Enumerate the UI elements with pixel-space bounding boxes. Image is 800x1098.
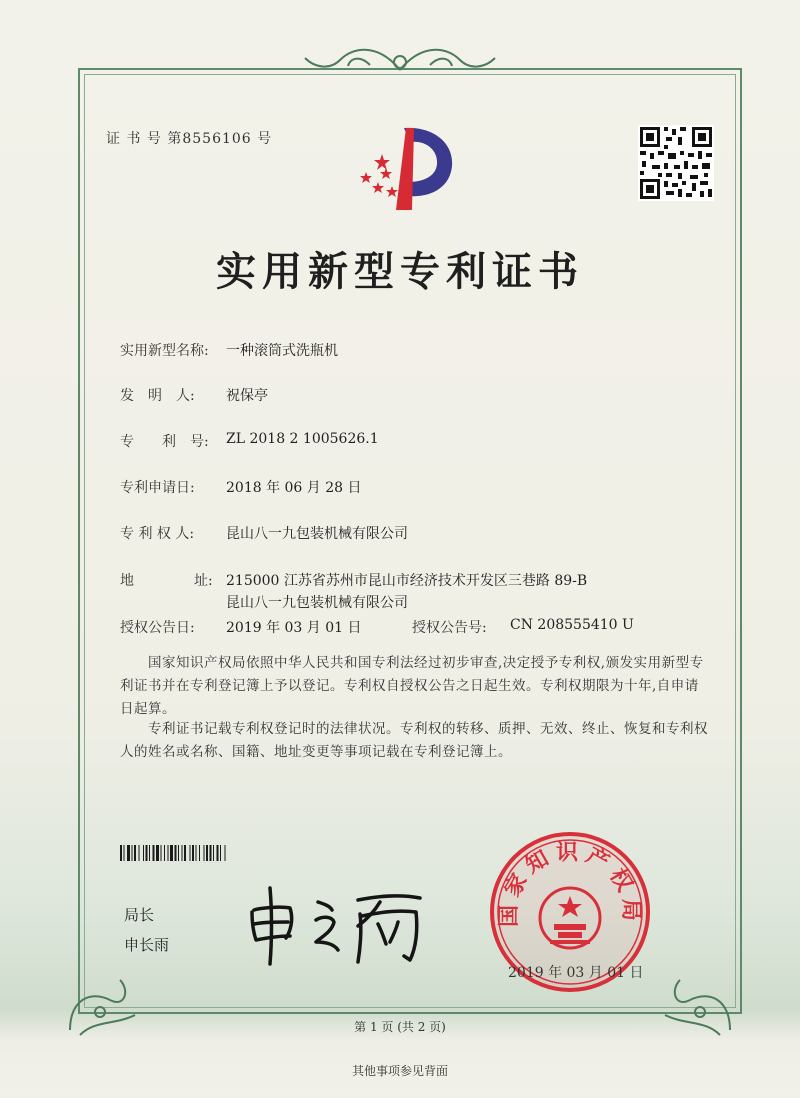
address-label-start: 地 <box>120 573 134 589</box>
name-value: 一种滚筒式洗瓶机 <box>226 343 338 359</box>
page-title: 实用新型专利证书 <box>216 249 584 295</box>
inventor-value: 祝保亭 <box>226 388 268 404</box>
footer-note: 其他事项参见背面 <box>351 1064 448 1078</box>
grant-number-value: CN 208555410 U <box>510 617 634 633</box>
address-line-1: 215000 江苏省苏州市昆山市经济技术开发区三巷路 89-B <box>226 573 588 589</box>
seal-date: 2019 年 03 月 01 日 <box>508 965 644 981</box>
patent-number-label: 专 利 号: <box>120 434 209 450</box>
director-name: 申长雨 <box>124 936 170 954</box>
patentee-value: 昆山八一九包装机械有限公司 <box>226 526 408 542</box>
grant-statement-paragraph: 国家知识产权局依照中华人民共和国专利法经过初步审查,决定授予专利权,颁发实用新型专利证书并在专利登记簿上予以登记。专利权自授权公告之日起生效。专利权期限为十年,自申请日起算。 <box>120 655 704 717</box>
patentee-label: 专 利 权 人: <box>120 526 195 542</box>
seal-text: 国家知识产权局 <box>496 840 644 928</box>
page-indicator: 第 1 页 (共 2 页) <box>354 1020 446 1034</box>
filing-date-value: 2018 年 06 月 28 日 <box>226 480 362 496</box>
grant-date-label: 授权公告日: <box>120 620 195 636</box>
patent-number-value: ZL 2018 2 1005626.1 <box>226 431 379 447</box>
inventor-label: 发 明 人: <box>120 388 195 404</box>
qr-code-icon <box>638 125 714 201</box>
top-ornament-icon <box>300 40 500 80</box>
address-label-end: 址: <box>194 573 213 589</box>
cnipa-logo-icon <box>352 122 462 214</box>
name-label: 实用新型名称: <box>120 343 209 359</box>
filing-date-label: 专利申请日: <box>120 480 195 496</box>
handwritten-signature <box>240 880 440 970</box>
legal-status-paragraph: 专利证书记载专利权登记时的法律状况。专利权的转移、质押、无效、终止、恢复和专利权人的姓名或名称、国籍、地址变更等事项记载在专利登记簿上。 <box>120 721 708 760</box>
grant-number-label: 授权公告号: <box>412 620 487 636</box>
barcode-icon <box>120 845 326 861</box>
address-line-2: 昆山八一九包装机械有限公司 <box>226 595 408 611</box>
certificate-number: 证 书 号 第8556106 号 <box>106 131 273 147</box>
director-title: 局长 <box>124 906 155 924</box>
grant-date-value: 2019 年 03 月 01 日 <box>226 620 362 636</box>
